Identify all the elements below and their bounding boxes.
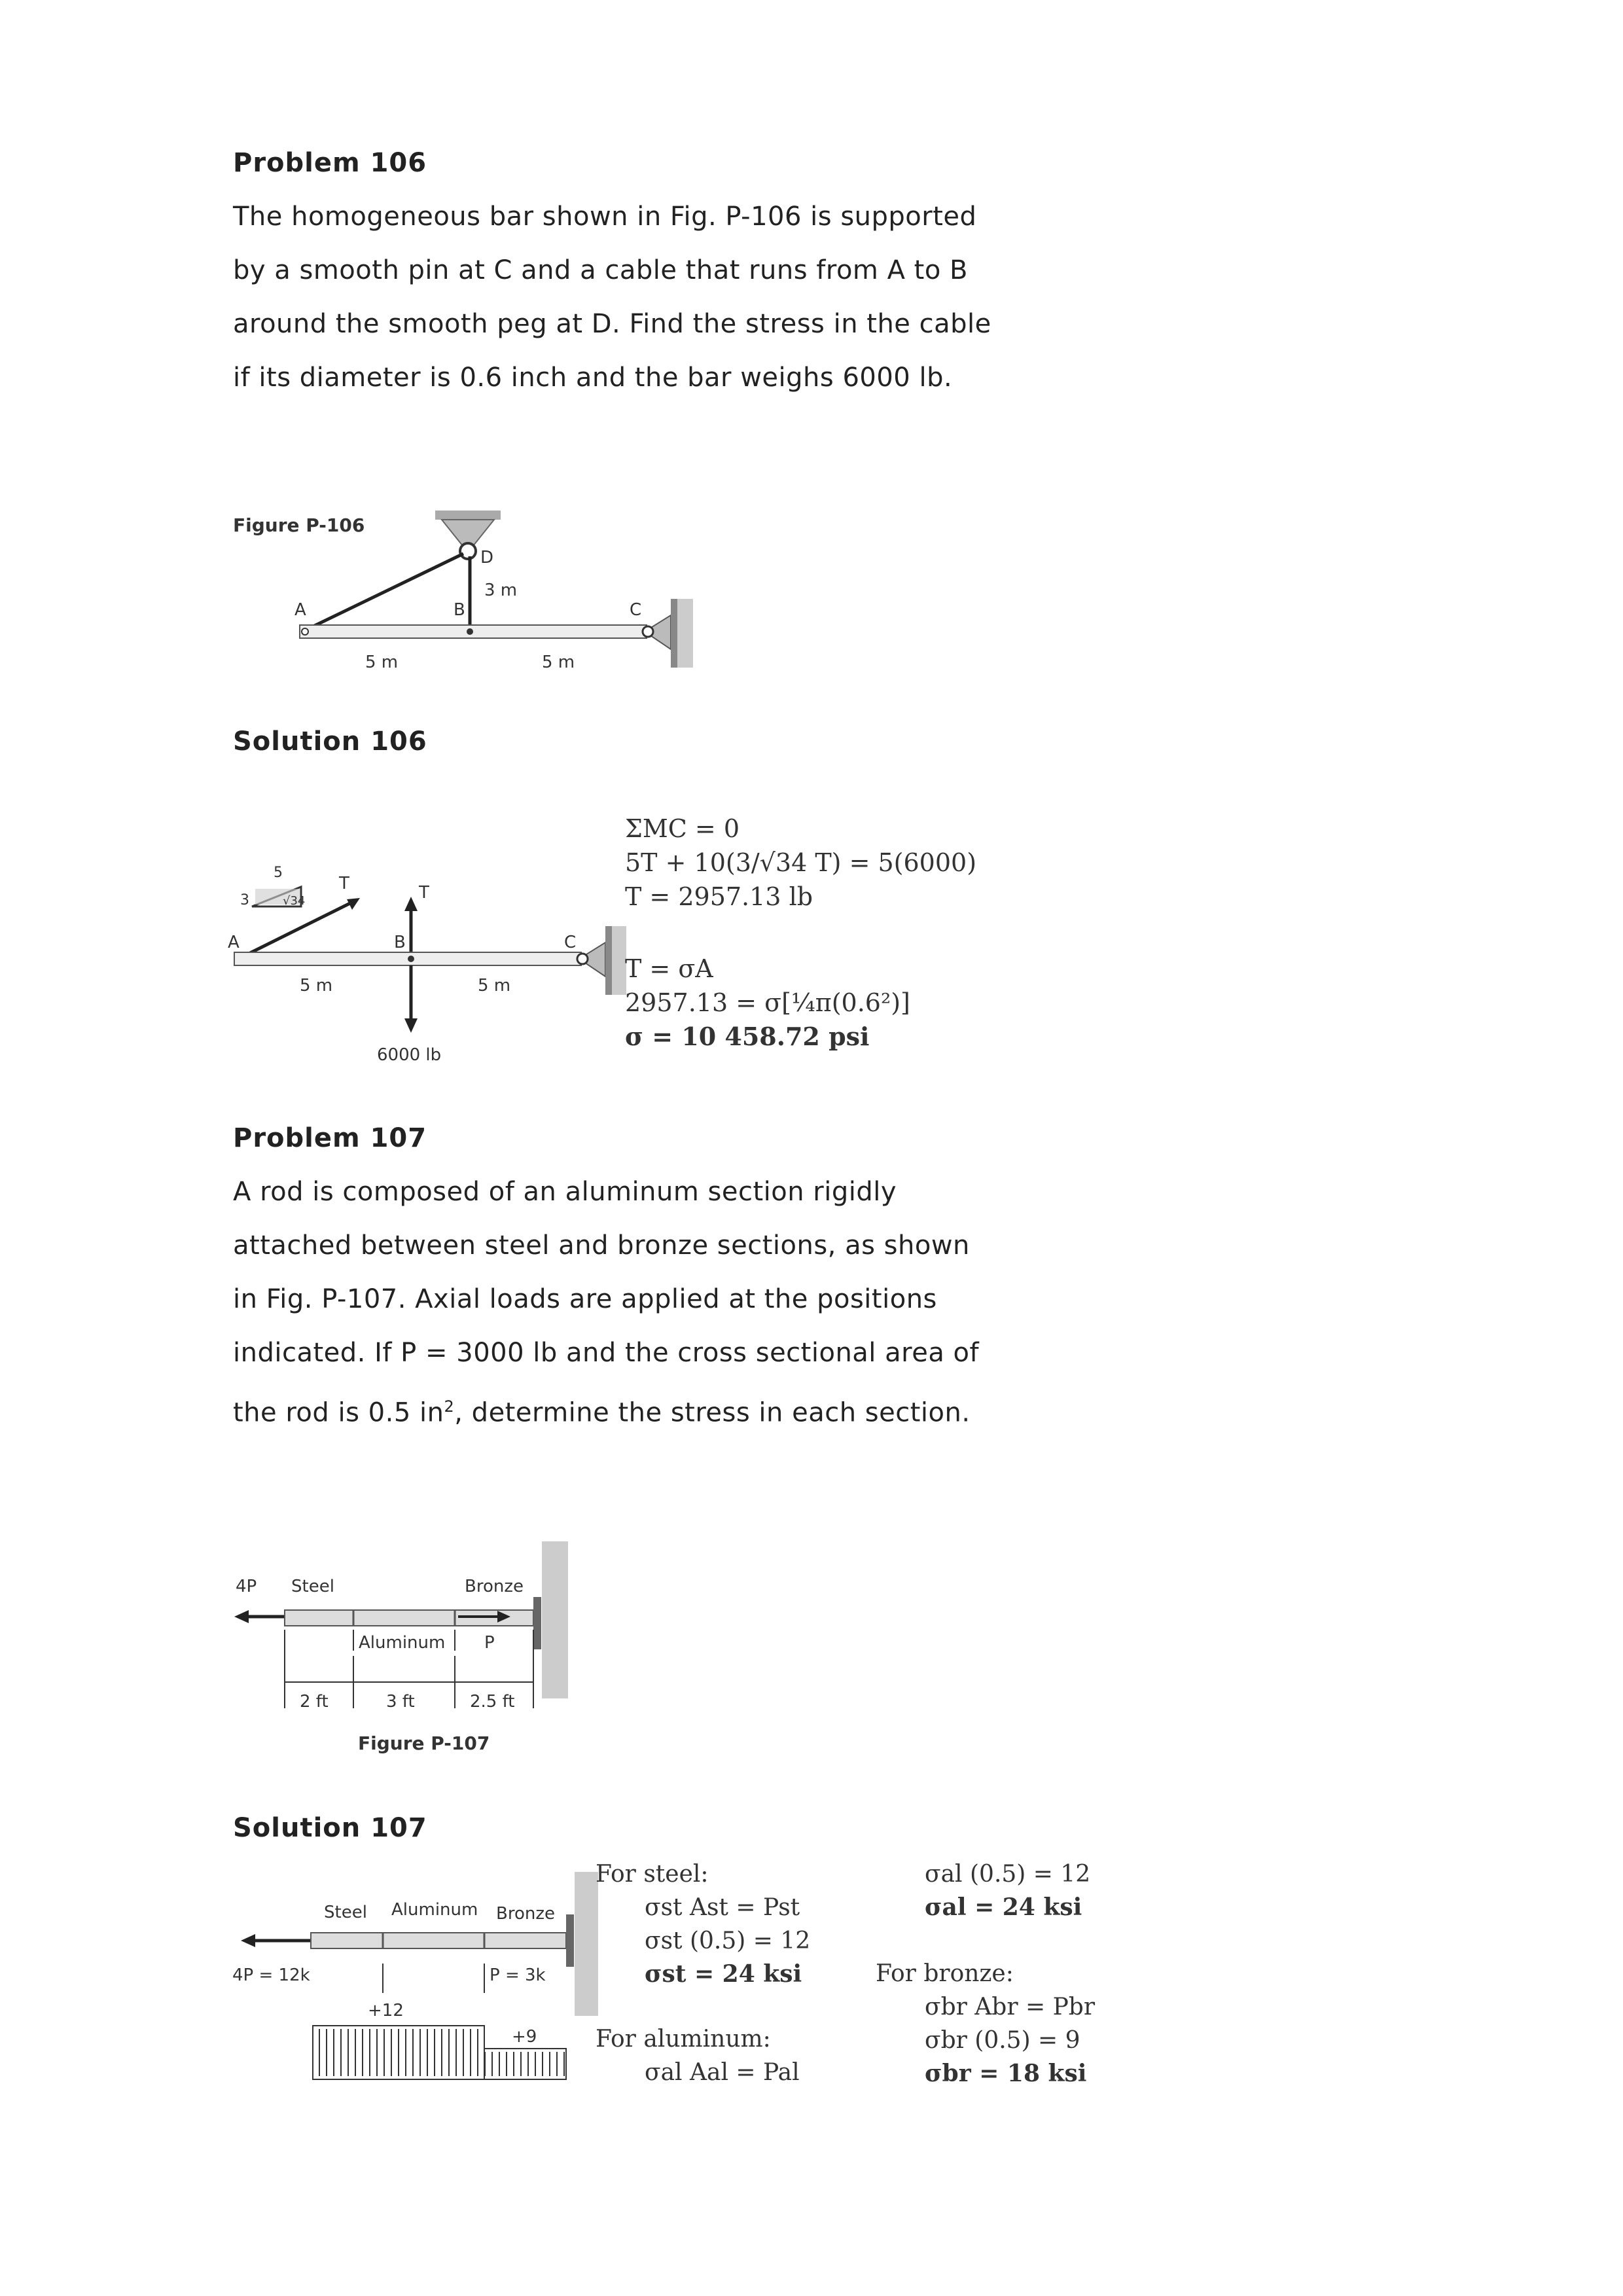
aluminum-eq-1: σal Aal = Pal (645, 2059, 800, 2086)
fbd-label-c: C (564, 933, 577, 952)
peg-d (460, 543, 476, 559)
figure-s107 (223, 1859, 615, 2101)
s107-wall (575, 1872, 598, 2016)
label-aluminum: Aluminum (359, 1633, 446, 1653)
figure-p106-label: Figure P-106 (233, 514, 365, 536)
steel-eq-1: σst Ast = Pst (645, 1894, 800, 1921)
problem-106-title: Problem 106 (233, 148, 427, 178)
bronze-eq-2: σbr (0.5) = 9 (925, 2027, 1080, 2054)
superscript-2: 2 (444, 1397, 455, 1416)
label-a: A (294, 600, 306, 620)
aluminum-heading: For aluminum: (596, 2026, 771, 2053)
steel-heading: For steel: (596, 1861, 709, 1888)
eq-moment: 5T + 10(3/√34 T) = 5(6000) (625, 848, 977, 877)
label-3m: 3 m (484, 581, 518, 600)
solution-107-right-column (876, 1857, 1150, 2090)
s107-load-p: P = 3k (490, 1965, 546, 1985)
dim-3ft: 3 ft (386, 1692, 415, 1712)
cable-ad (302, 554, 463, 632)
wall-107 (542, 1541, 568, 1698)
problem-106-text: The homogeneous bar shown in Fig. P-106 is supported by a smooth pin at C and a cable that runs from A to B around the smooth peg at D. Find the stress in the cable if its diameter is 0.6 inch and the bar weighs 6000 lb. (233, 202, 991, 393)
figure-s106-fbd (223, 851, 628, 1073)
eq-stress-def: T = σA (625, 954, 713, 983)
label-steel: Steel (291, 1577, 334, 1596)
slope-root34: √34 (283, 894, 306, 908)
s107-value-12: +12 (368, 2001, 404, 2020)
aluminum-eq-3: σal = 24 ksi (925, 1893, 1082, 1921)
eq-tension: T = 2957.13 lb (625, 882, 813, 911)
figure-p106 (223, 497, 707, 681)
label-d: D (480, 548, 494, 567)
steel-eq-3: σst = 24 ksi (645, 1960, 802, 1988)
slope-3: 3 (240, 892, 249, 908)
s107-label-bronze: Bronze (496, 1904, 555, 1924)
fbd-weight-label: 6000 lb (377, 1045, 442, 1065)
label-bronze: Bronze (465, 1577, 524, 1596)
problem-107-title: Problem 107 (233, 1123, 427, 1153)
fbd-left-5m: 5 m (300, 976, 333, 996)
figure-p107 (223, 1532, 589, 1767)
label-t1: T (339, 874, 349, 893)
label-right-5m: 5 m (542, 653, 575, 672)
s107-rod (311, 1933, 566, 1948)
bronze-eq-3: σbr = 18 ksi (925, 2060, 1087, 2087)
aluminum-eq-2: σal (0.5) = 12 (925, 1861, 1091, 1888)
s107-value-9: +9 (512, 2027, 537, 2047)
label-b: B (454, 600, 465, 620)
bronze-eq-1: σbr Abr = Pbr (925, 1994, 1096, 2020)
s107-label-aluminum: Aluminum (391, 1900, 478, 1920)
bronze-heading: For bronze: (876, 1960, 1014, 1987)
steel-eq-2: σst (0.5) = 12 (645, 1928, 811, 1954)
problem-107-text: A rod is composed of an aluminum section rigidly attached between steel and bronze sections, as shown in Fig. P-107. Axial loads are applied at the positions indicated. If P = 3000 lb and the cross sectional area of the rod is 0.5 $in^2$, determine the stress in each section. (233, 1177, 980, 1428)
wall (677, 599, 693, 668)
label-t2: T (419, 883, 429, 903)
eq-stress-result: σ = 10 458.72 psi (625, 1022, 870, 1051)
fbd-label-a: A (228, 933, 240, 952)
fbd-label-b: B (394, 933, 406, 952)
dim-2-5ft: 2.5 ft (470, 1692, 515, 1712)
solution-106-equations (625, 812, 991, 1054)
slope-5: 5 (274, 865, 283, 881)
solution-107-steel-aluminum (596, 1857, 870, 2089)
s107-load-left: 4P = 12k (232, 1965, 310, 1985)
solution-106-title: Solution 106 (233, 726, 427, 757)
ceiling-support (435, 511, 501, 520)
figure-p107-label: Figure P-107 (358, 1732, 490, 1754)
dim-2ft: 2 ft (300, 1692, 329, 1712)
label-p: P (484, 1633, 495, 1653)
solution-107-title: Solution 107 (233, 1813, 427, 1843)
s107-label-steel: Steel (324, 1903, 367, 1922)
label-c: C (630, 600, 642, 620)
tension-arrow-a (238, 900, 357, 959)
label-4p: 4P (236, 1577, 257, 1596)
fbd-right-5m: 5 m (478, 976, 511, 996)
eq-stress-sub: 2957.13 = σ[¼π(0.6²)] (625, 988, 910, 1017)
label-left-5m: 5 m (365, 653, 399, 672)
eq-moment-sum: ΣMC = 0 (625, 814, 740, 843)
